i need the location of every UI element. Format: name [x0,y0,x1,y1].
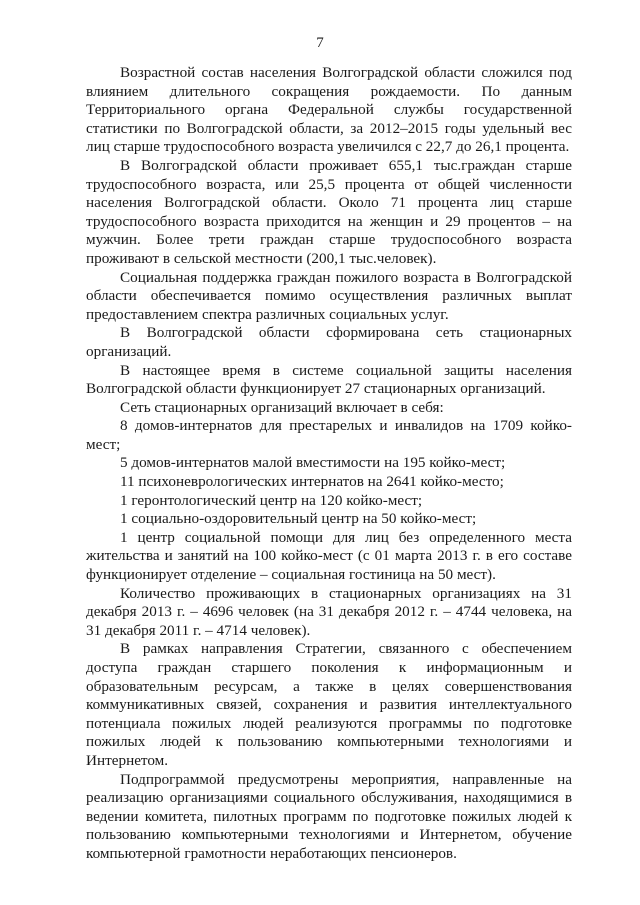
list-item: 5 домов-интернатов малой вместимости на 195 койко-мест; [120,454,506,472]
paragraph-strategy-direction: В рамках направления Стратегии, связанного с обеспечением доступа граждан старшего поколения к информационным и образовательным ресурсам, а также в целях совершенствования коммуникативных связей, сохранения и развития интеллектуального потенциала пожилых людей реализуются программы по подготовке пожилых людей к пользованию компьютерными технологиями и Интернетом. [86,640,572,769]
list-item: 11 психоневрологических интернатов на 2641 койко-место; [120,473,504,491]
list-item: 1 геронтологический центр на 120 койко-мест; [120,491,423,509]
list-item: 1 центр социальной помощи для лиц без определенного места жительства и занятий на 100 койко-мест (с 01 марта 2013 г. в его составе функционирует отделение – социальная гостиница на 50 мест). [86,528,572,584]
paragraph-network-includes: Сеть стационарных организаций включает в себя: [120,398,444,416]
paragraph-network-formed: В Волгоградской области сформирована сеть стационарных организаций. [86,324,572,360]
body-text [86,64,572,864]
paragraph-subprogram: Подпрограммой предусмотрены мероприятия, направленные на реализацию организациями социального обслуживания, находящимися в ведении комитета, пилотных программ по подготовке пожилых людей к пользованию компьютерными технологиями и Интернетом, обучение компьютерной грамотности неработающих пенсионеров. [86,770,572,862]
paragraph-age-structure: Возрастной состав населения Волгоградской области сложился под влиянием длительного сокращения рождаемости. По данным Территориального органа Федеральной службы государственной статистики по Волгоградской области, за 2012–2015 годы удельный вес лиц старше трудоспособного возраста увеличился с 22,7 до 26,1 процента. [86,64,572,156]
paragraph-organizations-count: В настоящее время в системе социальной защиты населения Волгоградской области функционирует 27 стационарных организаций. [86,361,572,398]
page-number: 7 [316,35,324,51]
paragraph-social-support: Социальная поддержка граждан пожилого возраста в Волгоградской области обеспечивается помимо осуществления различных выплат предоставлением спектра различных социальных услуг. [86,268,572,323]
paragraph-elderly-population: В Волгоградской области проживает 655,1 тыс.граждан старше трудоспособного возраста, или 25,5 процента от общей численности населения Волгоградской области. Около 71 процента лиц старше трудоспособного возраста приходится на женщин и 29 процентов – на мужчин. Более трети граждан старше трудоспособного возраста проживают в сельской местности (200,1 тыс.человек). [86,156,572,267]
list-item: 1 социально-оздоровительный центр на 50 койко-мест; [120,510,477,528]
paragraph-residents-count: Количество проживающих в стационарных организациях на 31 декабря 2013 г. – 4696 человек (на 31 декабря 2012 г. – 4744 человека, на 31 декабря 2011 г. – 4714 человек). [86,584,572,639]
list-item: 8 домов-интернатов для престарелых и инвалидов на 1709 койко-мест; [86,417,572,453]
